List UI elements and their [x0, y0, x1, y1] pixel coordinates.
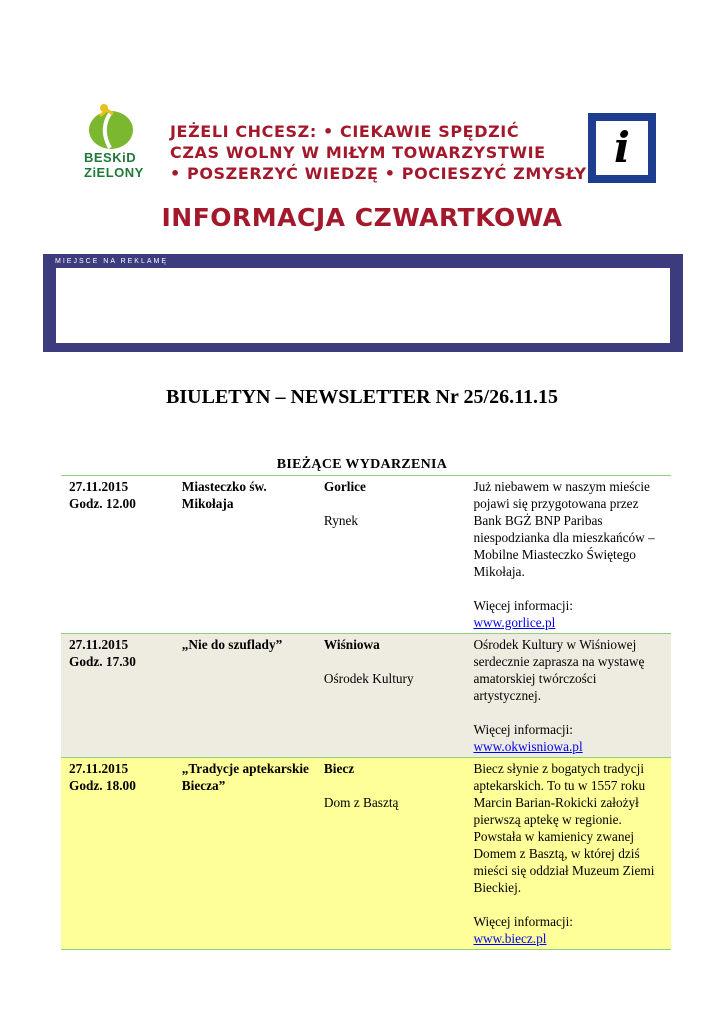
event-details: [465, 758, 671, 950]
event-details: [465, 634, 671, 758]
event-datetime: [61, 634, 174, 758]
slogan-line-2: CZAS WOLNY W MIŁYM TOWARZYSTWIE: [170, 143, 546, 162]
event-details: [465, 476, 671, 634]
info-icon: [588, 113, 656, 183]
event-description: Już niebawem w naszym mieście pojawi się przygotowana przez Bank BGŻ BNP Paribas niespodzianka dla mieszkańców – Mobilne Miasteczko Świętego Mikołaja.: [473, 479, 655, 579]
event-location: [316, 634, 466, 758]
event-date: 27.11.2015: [69, 761, 129, 776]
event-date: 27.11.2015: [69, 637, 129, 652]
event-name: „Nie do szuflady”: [181, 637, 283, 652]
event-link[interactable]: www.okwisniowa.pl: [473, 739, 583, 754]
section-title: BIEŻĄCE WYDARZENIA: [276, 457, 448, 472]
event-link[interactable]: www.biecz.pl: [473, 931, 547, 946]
ad-content-area: [56, 268, 670, 343]
more-info-label: Więcej informacji:: [473, 914, 573, 929]
more-info-label: Więcej informacji:: [473, 598, 573, 613]
logo-line-1: BESKiD: [84, 150, 137, 165]
logo-line-2: ZiELONY: [84, 165, 144, 180]
event-time: Godz. 12.00: [69, 496, 136, 511]
event-town: Biecz: [323, 761, 355, 776]
event-description: Ośrodek Kultury w Wiśniowej serdecznie zaprasza na wystawę amatorskiej twórczości artystycznej.: [473, 637, 645, 703]
event-place: Rynek: [323, 513, 359, 528]
event-location: [316, 758, 466, 950]
logo-wordmark: [84, 150, 144, 180]
event-row: [61, 476, 671, 634]
event-name: „Tradycje aptekarskie Biecza”: [181, 761, 309, 793]
info-glyph: i: [614, 123, 630, 172]
event-time: Godz. 17.30: [69, 654, 136, 669]
slogan: [170, 121, 587, 184]
event-place: Ośrodek Kultury: [323, 671, 414, 686]
event-date: 27.11.2015: [69, 479, 129, 494]
event-town: Wiśniowa: [323, 637, 380, 652]
page-title: INFORMACJA CZWARTKOWA: [161, 203, 563, 232]
event-row: [61, 634, 671, 758]
event-place: Dom z Basztą: [323, 795, 399, 810]
event-time: Godz. 18.00: [69, 778, 136, 793]
events-table: [61, 475, 671, 950]
info-icon-inner: [596, 121, 648, 175]
event-location: [316, 476, 466, 634]
event-description: Biecz słynie z bogatych tradycji aptekarskich. To tu w 1557 roku Marcin Barian-Rokicki założył pierwszą aptekę w regionie. Powstała w kamienicy zwanej Domem z Basztą, w której dziś mieści się oddział Muzeum Ziemi Bieckiej.: [473, 761, 655, 895]
event-datetime: [61, 758, 174, 950]
event-name: Miasteczko św. Mikołaja: [181, 479, 267, 511]
ad-space: [43, 254, 683, 352]
more-info-label: Więcej informacji:: [473, 722, 573, 737]
leaf-logo-icon: [80, 100, 142, 150]
event-row: [61, 758, 671, 950]
slogan-line-3: • POSZERZYĆ WIEDZĘ • POCIESZYĆ ZMYSŁY: [170, 164, 587, 183]
slogan-line-1: JEŻELI CHCESZ: • CIEKAWIE SPĘDZIĆ: [170, 122, 520, 141]
newsletter-title: BIULETYN – NEWSLETTER Nr 25/26.11.15: [166, 386, 558, 408]
event-town: Gorlice: [323, 479, 366, 494]
ad-label: MIEJSCE NA REKLAMĘ: [55, 258, 169, 265]
event-link[interactable]: www.gorlice.pl: [473, 615, 556, 630]
event-datetime: [61, 476, 174, 634]
